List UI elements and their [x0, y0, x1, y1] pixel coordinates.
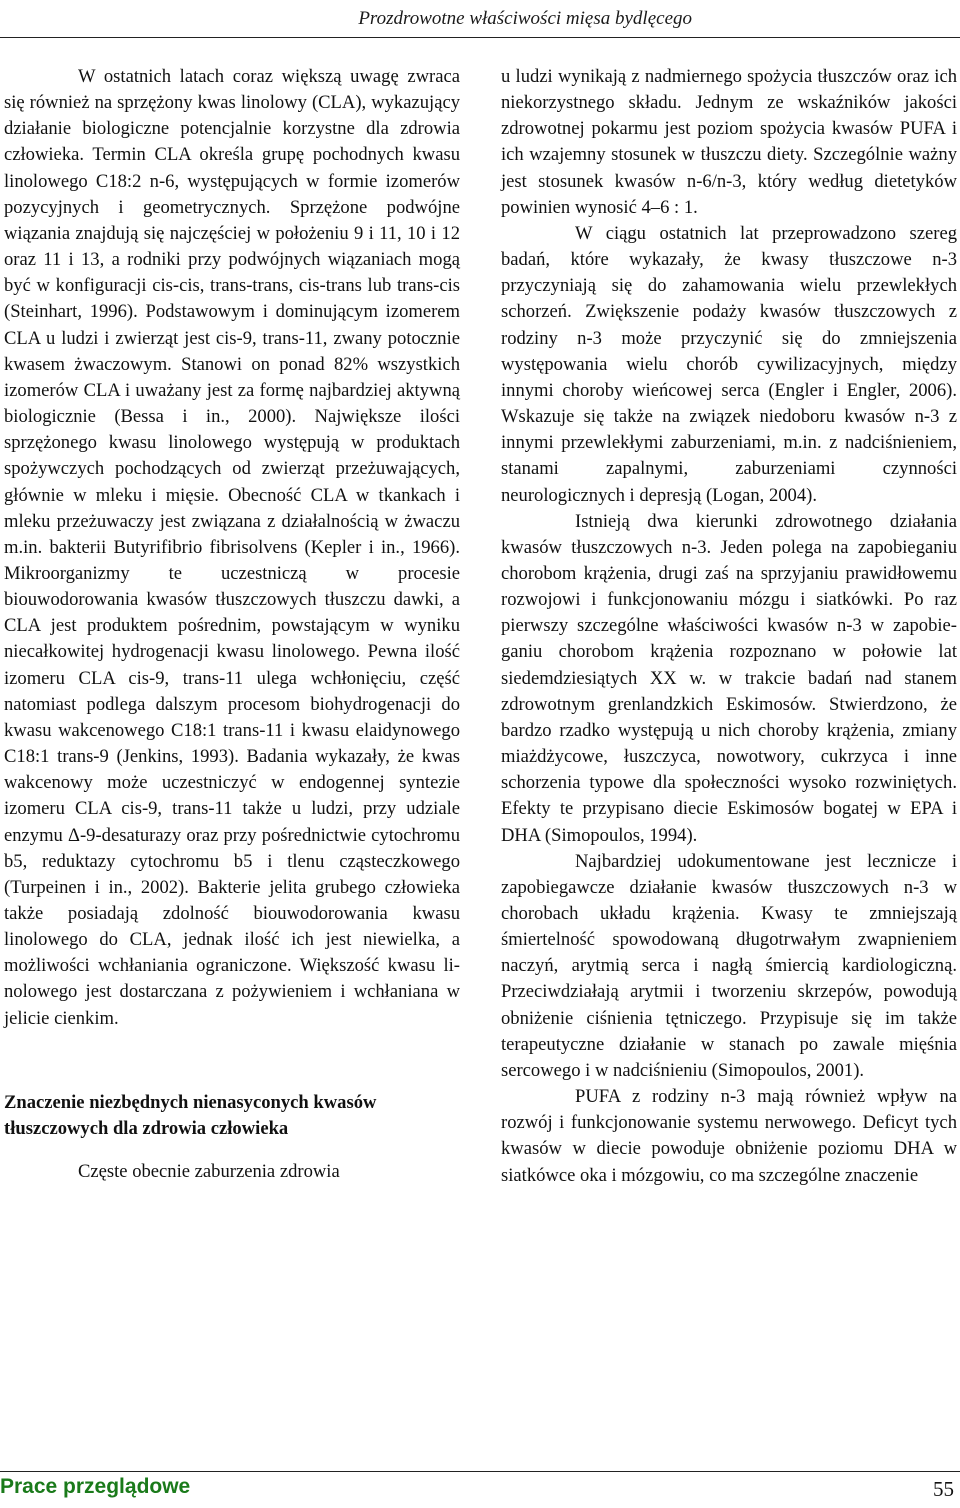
paragraph: PUFA z rodziny n-3 mają również wpływ na rozwój i funkcjonowanie systemu nerwowego. Deficyt tych kwasów w diecie powoduje obniżenie poziomu DHA w siatkówce oka i mózgowiu, co ma szczególne znaczenie	[501, 1086, 957, 1186]
paragraph: Częste obecnie zaburzenia zdrowia	[78, 1161, 340, 1183]
paragraph: Najbardziej udokumentowane jest lecznicze i zapobiegawcze działanie kwasów tłuszczowych n-3 w chorobach układu krążenia. Kwasy te zmniejszają śmiertelność spowodowaną długotrwałym zwapnieniem naczyń, arytmią serca i nagłą śmiercią kardiologiczną. Przeciwdziałają arytmii i tworzeniu skrzepów, powodują obniżenie ciśnienia tętniczego. Przypisuje się im także terapeutyczne działanie w stanach po zawale mięśnia sercowego i w nadciśnieniu (Simopoulos, 2001).	[501, 850, 957, 1081]
paragraph: u ludzi wynikają z nadmiernego spożycia tłuszczów oraz ich niekorzystnego składu. Jednym ze wskaźników jakości zdrowotnej pokarmu jest poziom spożycia kwasów PUFA i ich wzajemny stosunek w tłuszczu diety. Szczególnie ważny jest stosunek kwasów n-6/n-3, który według dietetyków powinien wynosić 4–6 : 1.	[501, 66, 957, 218]
left-column	[4, 64, 460, 1185]
footer-divider	[0, 1471, 960, 1472]
header-divider	[0, 37, 960, 38]
section-label: Prace przeglądowe	[0, 1475, 191, 1498]
running-title: Prozdrowotne właściwości mięsa bydlęcego	[358, 8, 692, 29]
paragraph: W ciągu ostatnich lat przeprowadzono szereg badań, które wykazały, że kwasy tłuszczowe n-3 przyczyniają się do zahamowania wielu przewlekłych schorzeń. Zwiększenie podaży kwasów tłuszczowych z rodziny n-3 może przyczynić się do zmniejszenia występowania wielu chorób cywilizacyjnych, między innymi choroby wieńcowej serca (Engler i Engler, 2006). Wskazuje się także na związek niedoboru kwasów n-3 z innymi przewlekłymi zaburzeniami, m.in. z nadciśnieniem, stanami zapalnymi, zaburzeniami czynności neurologicznych i depresją (Logan, 2004).	[501, 222, 957, 506]
section-heading: Znaczenie niezbędnych nienasyconych kwasów tłuszczowych dla zdrowia człowieka	[4, 1091, 377, 1139]
paragraph: W ostatnich latach coraz większą uwagę zwraca się również na sprzężony kwas linolowy (CLA), wykazujący działanie biologiczne potencjalnie korzystne dla zdrowia człowieka. Termin CLA określa grupę pochodnych kwasu linolowego C18:2 n-6, występujących w formie izomerów pozycyjnych i geometrycznych. Sprzężone podwójne wiązania znajdują się najczęściej w położeniu 9 i 11, 10 i 12 oraz 11 i 13, a rodniki przy podwójnych wiązaniach mogą być w konfiguracji cis-cis, trans-trans, cis-trans lub trans-cis (Steinhart, 1996). Podstawowym i dominującym izomerem CLA u ludzi i zwierząt jest cis-9, trans-11, zwany potocznie kwasem żwaczowym. Stanowi on ponad 82% wszystkich izomerów CLA i uważany jest za formę najbardziej aktywną biologicznie (Bessa i in., 2000). Największe ilości sprzężonego kwasu linolowego występują w produktach spożywczych pochodzących od zwierząt przeżuwających, głównie w mleku i mięsie. Obecność CLA w tkankach i mleku przeżuwaczy jest związana z działalnością w żwaczu m.in. bakterii Butyrifibrio fibrisolvens (Kepler i in., 1966). Mikroorganizmy te uczestniczą w procesie biouwodorowania kwasów tłuszczowych tłuszczu dawki, a CLA jest produktem pośrednim, powstającym w wyniku niecałkowitej hydrogenacji kwasu linolowego. Pewna ilość izomeru CLA cis-9, trans-11 ulega wchłonięciu, część natomiast podlega dalszym procesom biohydrogenacji do kwasu wakcenowego C18:1 trans-11 i kwasu elaidynowego C18:1 trans-9 (Jenkins, 1993). Badania wykazały, że kwas wakcenowy może uczestniczyć w endogennej syntezie izomeru CLA cis-9, trans-11 także u ludzi, przy udziale enzymu Δ-9-desaturazy oraz przy pośrednictwie cytochromu b5, reduktazy cytochromu b5 i tlenu cząsteczkowego (Turpeinen i in., 2002). Bakterie jelita grubego człowieka także posiadają zdolność biouwodorowania kwasu linolowego do CLA, jednak ilość ich jest niewielka, a możliwości wchłaniania ograniczone. Większość kwasu linolowego jest dostarczana z pożywieniem i wchłaniana w jelicie cienkim.	[4, 66, 460, 1029]
right-column	[501, 64, 957, 1189]
page-number: 55	[933, 1477, 954, 1501]
paragraph: Istnieją dwa kierunki zdrowotnego działania kwasów tłuszczowych n-3. Jeden polega na zapobieganiu chorobom krążenia, drugi zaś na sprzyjaniu prawidłowemu rozwojowi i funkcjonowaniu mózgu i siatkówki. Po raz pierwszy szczególne właściwości kwasów n-3 w zapobieganiu chorobom krążenia rozpoznano w połowie lat siedemdziesiątych XX w. w trakcie badań nad stanem zdrowotnym grenlandzkich Eskimosów. Stwierdzono, że bardzo rzadko występują u nich choroby krążenia, zmiany miażdżycowe, łuszczyca, nowotwory, cukrzyca i inne schorzenia typowe dla społeczności wysoko rozwiniętych. Efekty te przypisano diecie Eskimosów bogatej w EPA i DHA (Simopoulos, 1994).	[501, 510, 957, 846]
